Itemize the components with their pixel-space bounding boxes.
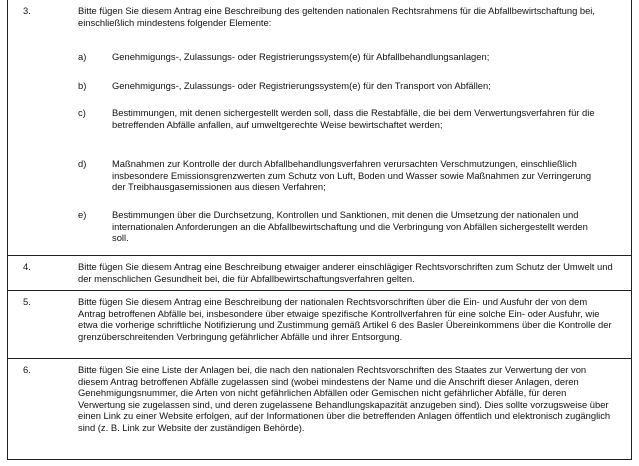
section-6 (7, 359, 632, 460)
item-letter: e) (78, 209, 87, 220)
section-number: 6. (23, 364, 31, 375)
section-text: Bitte fügen Sie diesem Antrag eine Beschreibung der nationalen Rechtsvorschriften über die Ein- und Ausfuhr der von dem Antrag betroffenen Abfälle bei, insbesondere über etwaige spezifische Kontrollverfahren für eine solche Ein- oder Ausfuhr, wie etwa die vorherige schriftliche Notifizierung und Zustimmung gemäß Artikel 6 des Basler Übereinkommens über die Kontrolle der grenzüberschreitenden Verbringung gefährlicher Abfälle und ihrer Entsorgung. (78, 296, 612, 342)
section-number: 3. (23, 5, 31, 16)
section-text: Bitte fügen Sie diesem Antrag eine Beschreibung etwaiger anderer einschlägiger Rechtsvorschriften zum Schutz der Umwelt und der menschlichen Gesundheit bei, die für Abfallbewirtschaftungsverfahren gelten. (78, 261, 613, 284)
section-3 (7, 0, 632, 256)
item-text: Bestimmungen, mit denen sichergestellt werden soll, dass die Restabfälle, die bei dem Verwertungsverfahren für die betreffenden Abfälle anfallen, auf umweltgerechte Weise bewirtschaftet werden; (112, 107, 595, 130)
item-text: Bestimmungen über die Durchsetzung, Kontrollen und Sanktionen, mit denen die Umsetzung der nationalen und internationalen Anforderungen an die Abfallbewirtschaftung und die Verbringung von Abfällen sichergestellt werden soll. (112, 209, 588, 244)
item-letter: c) (78, 107, 86, 118)
section-5 (7, 291, 632, 359)
item-text: Genehmigungs-, Zulassungs- oder Registrierungssystem(e) für den Transport von Abfällen; (112, 80, 491, 91)
section-number: 4. (23, 261, 31, 272)
section-text: Bitte fügen Sie eine Liste der Anlagen bei, die nach den nationalen Rechtsvorschriften des Staates zur Verwertung der von diesem Antrag betroffenen Abfälle zugelassen sind (wobei mindestens der Name und die Anschrift dieser Anlagen, deren Genehmigungsnummer, die Arten von nicht gefährlichen Abfällen oder Gemischen nicht gefährlicher Abfälle, für deren Verwertung sie zugelassen sind, und deren zugelassene Behandlungskapazität anzugeben sind). Dies sollte vorzugsweise über einen Link zu einer Website erfolgen, auf der Informationen über die betreffenden Anlagen öffentlich und elektronisch zugänglich sind (z. B. Link zur Website der zuständigen Behörde). (78, 364, 611, 433)
item-letter: a) (78, 51, 87, 62)
section-4 (7, 256, 632, 291)
item-text: Maßnahmen zur Kontrolle der durch Abfallbehandlungsverfahren verursachten Verschmutzungen, einschließlich insbesondere Emissionsgrenzwerten zum Schutz von Luft, Boden und Wasser sowie Maßnahmen zur Verringerung der Treibhausgasemissionen aus diesen Verfahren; (112, 158, 592, 193)
item-text: Genehmigungs-, Zulassungs- oder Registrierungssystem(e) für Abfallbehandlungsanlagen; (112, 51, 490, 62)
item-letter: d) (78, 158, 87, 169)
section-text: Bitte fügen Sie diesem Antrag eine Beschreibung des geltenden nationalen Rechtsrahmens für die Abfallbewirtschaftung bei, einschließlich mindestens folgender Elemente: (78, 5, 595, 28)
section-number: 5. (23, 296, 31, 307)
item-letter: b) (78, 80, 87, 91)
